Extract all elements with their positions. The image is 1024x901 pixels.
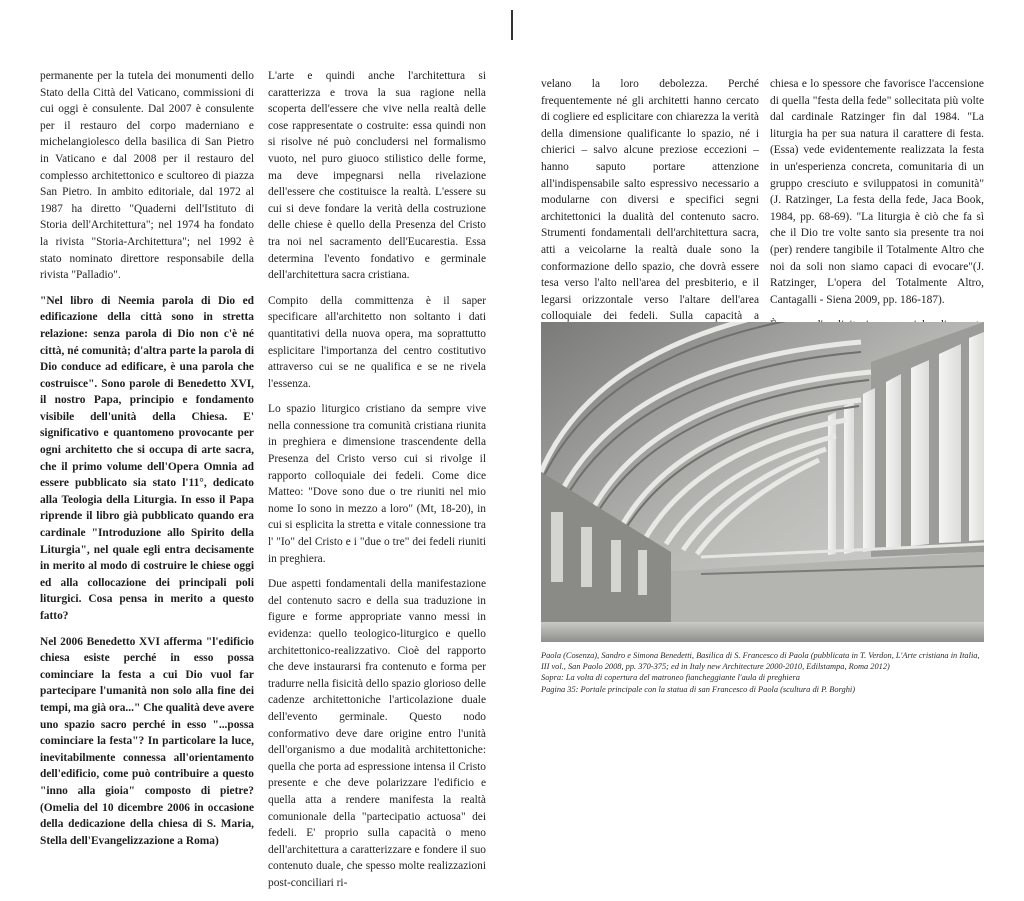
text-column-2 [268,68,486,901]
answer-paragraph-6: chiesa e lo spessore che favorisce l'accensione di quella "festa della fede" sollecitata più volte dal cardinale Ratzinger fin dal 1984. "La liturgia ha per sua natura il carattere di festa. (Essa) vede evidentemente realizzata la festa in un'esperienza concreta, comunitaria di un gruppo cresciuto e sviluppatosi in comunità" (J. Ratzinger, La festa della fede, Jaca Book, 1984, pp. 68-69). "La liturgia è ciò che fa sì che il Dio tre volte santo sia presente tra noi (per) rendere tangibile il Totalmente Altro che noi da soli non siamo capaci di evocare"(J. Ratzinger, L'opera del Totalmente Altro, Cantagalli - Siena 2009, pp. 186-187). [770,78,984,306]
page-fold-line [511,10,513,40]
answer-paragraph-1: L'arte e quindi anche l'architettura si caratterizza e trova la sua ragione nella scoperta dell'essere che vive nella realtà delle cose rappresentate o costruite: essa quindi non si risolve né può concludersi nel formalismo vuoto, nel puro giuoco stilistico delle forme, ma deve impegnarsi nella rivelazione dell'essere che costituisce la realtà. L'essere su cui si deve fondare la verità della costruzione delle chiese è quello della Presenza del Cristo tra noi nel sacramento dell'Eucarestia. Essa determina l'evento fondativo e germinale dell'architettura sacra cristiana. [268,70,486,282]
answer-paragraph-4: Due aspetti fondamentali della manifestazione del contenuto sacro e della sua traduzione in figure e forme appropriate vanno messi in evidenza: quello teologico-liturgico e quello architettonico-realizzativo. Cioè del rapporto che deve instaurarsi fra contenuto e forma per tradurre nella fisicità dello spazio glorioso delle cadenze architettoniche l'articolazione duale dell'evento germinale. Questo nodo conformativo deve dare origine entro l'unità dell'organismo a due modalità architettoniche: quella che porta ad espressione intensa il Cristo presente e che deve polarizzare l'edificio e quella atta a rendere manifesta la realtà comunionale della "partecipatio actuosa" dei fedeli. E' proprio sulla capacità o meno dell'architettura a caratterizzare e fondere il suo contenuto duale, che spesso molte realizzazioni post-conciliari ri- [268,578,486,889]
answer-paragraph-5: velano la loro debolezza. Perché frequentemente né gli architetti hanno cercato di cogliere ed esplicitare con chiarezza la verità della dimensione qualificante lo spazio, né i chierici – salvo alcune preziose eccezioni – hanno saputo portare attenzione all'indispensabile salto espressivo necessario a modularne con diversi e specifici segni architettonici la dualità del contenuto sacro. Strumenti fondamentali dell'architettura sacra, atti a veicolarne la realtà duale sono la conformazione dello spazio, che dovrà essere tesa verso l'alto nell'area del presbiterio, e il legarsi orizzontale verso l'altare dell'area colloquiale dei fedeli. Sulla capacità a [541,78,759,323]
interview-question-2: Nel 2006 Benedetto XVI afferma "l'edificio chiesa esiste perché in esso possa cominciare la festa a cui Dio vuol far partecipare l'umanità non solo alla fine dei tempi, ma già ora..." Che qualità deve avere uno spazio sacro perché in esso "...possa cominciare la festa"? In particolare la luce, inevitabilmente connessa all'orientamento dell'edificio, come può contribuire a questo "inno alla gioia" composto di pietre? (Omelia del 10 dicembre 2006 in occasione della dedicazione della chiesa di S. Maria, Stella dell'Evangelizzazione a Roma) [40,635,254,847]
answer-paragraph-2: Compito della committenza è il saper specificare all'architetto non soltanto i dati quantitativi della nuova opera, ma soprattutto esplicitare l'importanza del centro costitutivo attraverso cui se ne qualifica e se ne rivela l'essenza. [268,294,486,390]
photo-caption [541,650,984,695]
basilica-vault-photo [541,322,984,642]
caption-line-3: Pagina 35: Portale principale con la statua di san Francesco di Paola (scultura di P. Borghi) [541,684,856,694]
caption-line-2: Sopra: La volta di copertura del matroneo fiancheggiante l'aula di preghiera [541,673,800,683]
answer-paragraph-3: Lo spazio liturgico cristiano da sempre vive nella connessione tra comunità cristiana riunita in preghiera e dimensione trascendente della Presenza del Cristo verso cui si rivolge il rapporto colloquiale dei fedeli. Come dice Matteo: "Dove sono due o tre riuniti nel mio nome Io sono in mezzo a loro" (Mt, 18-20), in cui si esplicita la stretta e vitale connessione tra l' "Io" del Cristo e i "due o tre" dei fedeli riuniti in preghiera. [268,403,486,565]
interview-question-1: "Nel libro di Neemia parola di Dio ed edificazione della città sono in stretta relazione: senza parola di Dio non c'è né città, né comunità; d'altra parte la parola di Dio conduce ad edificare, è una parola che costruisce". Sono parole di Benedetto XVI, il nostro Papa, principio e fondamento visibile dell'unità della Chiesa. E' significativo e quantomeno provocante per ogni architetto che si occupa di arte sacra, che il primo volume dell'Opera Omnia ad essere pubblicato sia stato l'11°, dedicato alla Teologia della Liturgia. In esso il Papa riprende il libro già pubblicato quando era cardinale "Introduzione allo Spirito della Liturgia", nel quale egli entra decisamente in merito al modo di costruire le chiese oggi ed alla collocazione dei principali poli liturgici. Cosa pensa in merito a questo fatto? [40,294,254,622]
text-column-1 [40,68,254,858]
caption-line-1: Paola (Cosenza), Sandro e Simona Benedetti, Basilica di S. Francesco di Paola (pubblicata in T. Verdon, L'Arte cristiana in Italia, III vol., San Paolo 2008, pp. 370-375; ed in Italy new Architecture 2000-2010, Edilstampa, Roma 2012) [541,651,980,672]
bio-paragraph: permanente per la tutela dei monumenti dello Stato della Città del Vaticano, commissioni di cui oggi è consulente. Dal 2007 è consulente per il restauro del corpo maderniano e michelangiolesco della basilica di San Pietro in Vaticano e dal 2008 per il restauro del complesso architettonico e scultoreo di piazza San Pietro. In ambito editoriale, dal 1972 al 1987 ha diretto "Quaderni dell'Istituto di Storia dell'Architettura"; nel 1974 ha fondato la rivista "Storia-Architettura"; nel 1992 è stato nominato direttore responsabile della rivista "Palladio". [40,70,254,282]
vault-illustration [541,322,984,642]
